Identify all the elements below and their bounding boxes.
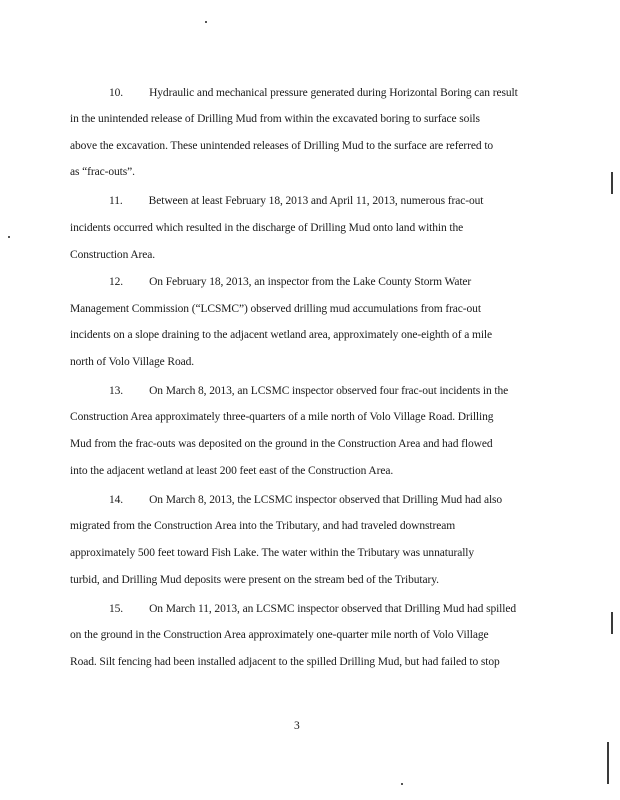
scan-margin-mark (607, 742, 609, 784)
paragraph-13-line-2: Construction Area approximately three-quarters of a mile north of Volo Village Road. Drilling (70, 411, 494, 423)
paragraph-14-line-4: turbid, and Drilling Mud deposits were present on the stream bed of the Tributary. (70, 574, 439, 586)
paragraph-14-line-3: approximately 500 feet toward Fish Lake. The water within the Tributary was unnaturally (70, 547, 475, 559)
paragraph-11-line-1: 11. Between at least February 18, 2013 and April 11, 2013, numerous frac-out (109, 195, 484, 207)
scan-speck (205, 21, 207, 23)
paragraph-11-line-3: Construction Area. (70, 249, 156, 261)
paragraph-15-line-3: Road. Silt fencing had been installed adjacent to the spilled Drilling Mud, but had failed to stop (70, 656, 500, 668)
paragraph-14-number: 14. (109, 494, 124, 506)
paragraph-11-number: 11. (109, 195, 123, 207)
paragraph-13-line-1: 13. On March 8, 2013, an LCSMC inspector observed four frac-out incidents in the (109, 385, 509, 397)
scan-margin-mark (611, 172, 613, 194)
scan-margin-mark (611, 612, 613, 634)
page-number: 3 (294, 720, 300, 732)
paragraph-10-line-2: in the unintended release of Drilling Mud from within the excavated boring to surface soils (70, 113, 480, 125)
paragraph-12-number: 12. (109, 276, 124, 288)
paragraph-12-line-2: Management Commission (“LCSMC”) observed drilling mud accumulations from frac-out (70, 303, 481, 315)
paragraph-14-line-1: 14. On March 8, 2013, the LCSMC inspector observed that Drilling Mud had also (109, 494, 503, 506)
paragraph-15-number: 15. (109, 603, 124, 615)
paragraph-11-line-2: incidents occurred which resulted in the discharge of Drilling Mud onto land within the (70, 222, 464, 234)
paragraph-12-line-1: 12. On February 18, 2013, an inspector from the Lake County Storm Water (109, 276, 472, 288)
paragraph-13-line-4: into the adjacent wetland at least 200 feet east of the Construction Area. (70, 465, 394, 477)
paragraph-15-line-2: on the ground in the Construction Area approximately one-quarter mile north of Volo Village (70, 629, 489, 641)
paragraph-10-line-1: 10. Hydraulic and mechanical pressure generated during Horizontal Boring can result (109, 87, 518, 99)
paragraph-12-line-4: north of Volo Village Road. (70, 356, 195, 368)
scan-speck (401, 783, 403, 785)
paragraph-13-line-3: Mud from the frac-outs was deposited on the ground in the Construction Area and had flowed (70, 438, 493, 450)
paragraph-12-line-3: incidents on a slope draining to the adjacent wetland area, approximately one-eighth of a mile (70, 329, 493, 341)
paragraph-10-number: 10. (109, 87, 124, 99)
paragraph-13-number: 13. (109, 385, 124, 397)
scan-speck (8, 236, 10, 238)
paragraph-15-line-1: 15. On March 11, 2013, an LCSMC inspector observed that Drilling Mud had spilled (109, 603, 517, 615)
paragraph-10-line-4: as “frac-outs”. (70, 166, 135, 178)
paragraph-14-line-2: migrated from the Construction Area into the Tributary, and had traveled downstream (70, 520, 456, 532)
paragraph-10-line-3: above the excavation. These unintended releases of Drilling Mud to the surface are referred to (70, 140, 494, 152)
